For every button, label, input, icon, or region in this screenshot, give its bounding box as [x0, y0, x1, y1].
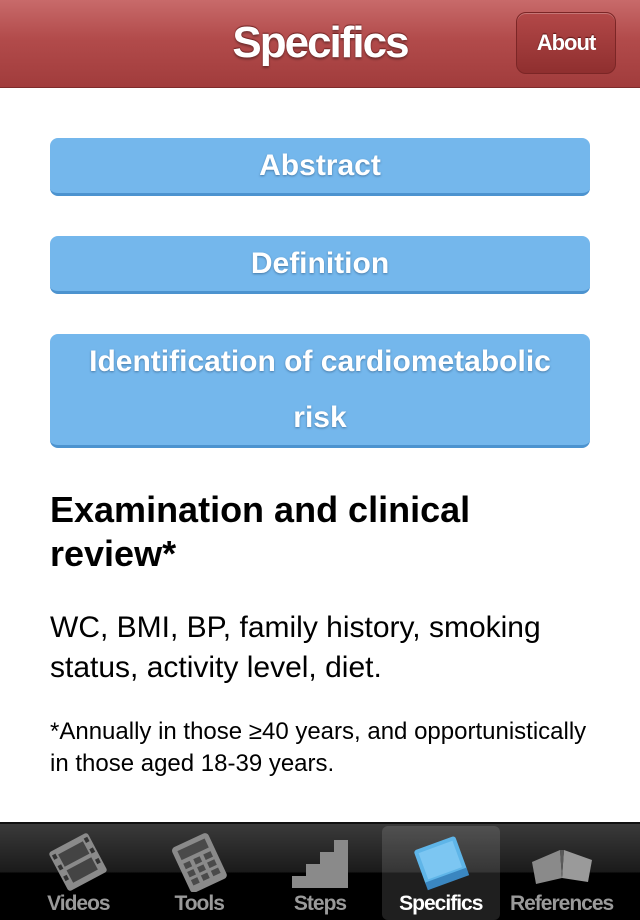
- tab-label: References: [509, 892, 614, 915]
- identification-button[interactable]: Identification of cardiometabolic risk: [50, 334, 590, 448]
- tab-steps[interactable]: [261, 826, 379, 920]
- tab-label: Tools: [174, 892, 224, 915]
- steps-icon: [284, 832, 356, 892]
- tab-label: Steps: [293, 892, 347, 915]
- calculator-icon: [163, 832, 235, 892]
- tab-videos[interactable]: [19, 826, 137, 920]
- film-icon: [42, 832, 114, 892]
- section-title: Examination and clinical review*: [50, 489, 471, 574]
- tab-tools[interactable]: [140, 826, 258, 920]
- navigation-bar: [0, 0, 640, 88]
- tab-bar: [0, 822, 640, 920]
- content-area: [50, 138, 590, 780]
- section-body: WC, BMI, BP, family history, smoking status, activity level, diet.: [50, 611, 541, 684]
- tab-references[interactable]: [503, 826, 621, 920]
- tab-specifics[interactable]: [382, 826, 500, 920]
- page-title: Specifics: [232, 18, 408, 67]
- tab-label: Specifics: [399, 892, 483, 915]
- section-note: *Annually in those ≥40 years, and opportunistically in those aged 18-39 years.: [50, 718, 587, 777]
- tab-label: Videos: [47, 892, 110, 915]
- about-button[interactable]: About: [516, 12, 616, 74]
- book-icon: [405, 832, 477, 892]
- definition-button[interactable]: Definition: [50, 236, 590, 294]
- abstract-button[interactable]: Abstract: [50, 138, 590, 196]
- open-book-icon: [526, 832, 598, 892]
